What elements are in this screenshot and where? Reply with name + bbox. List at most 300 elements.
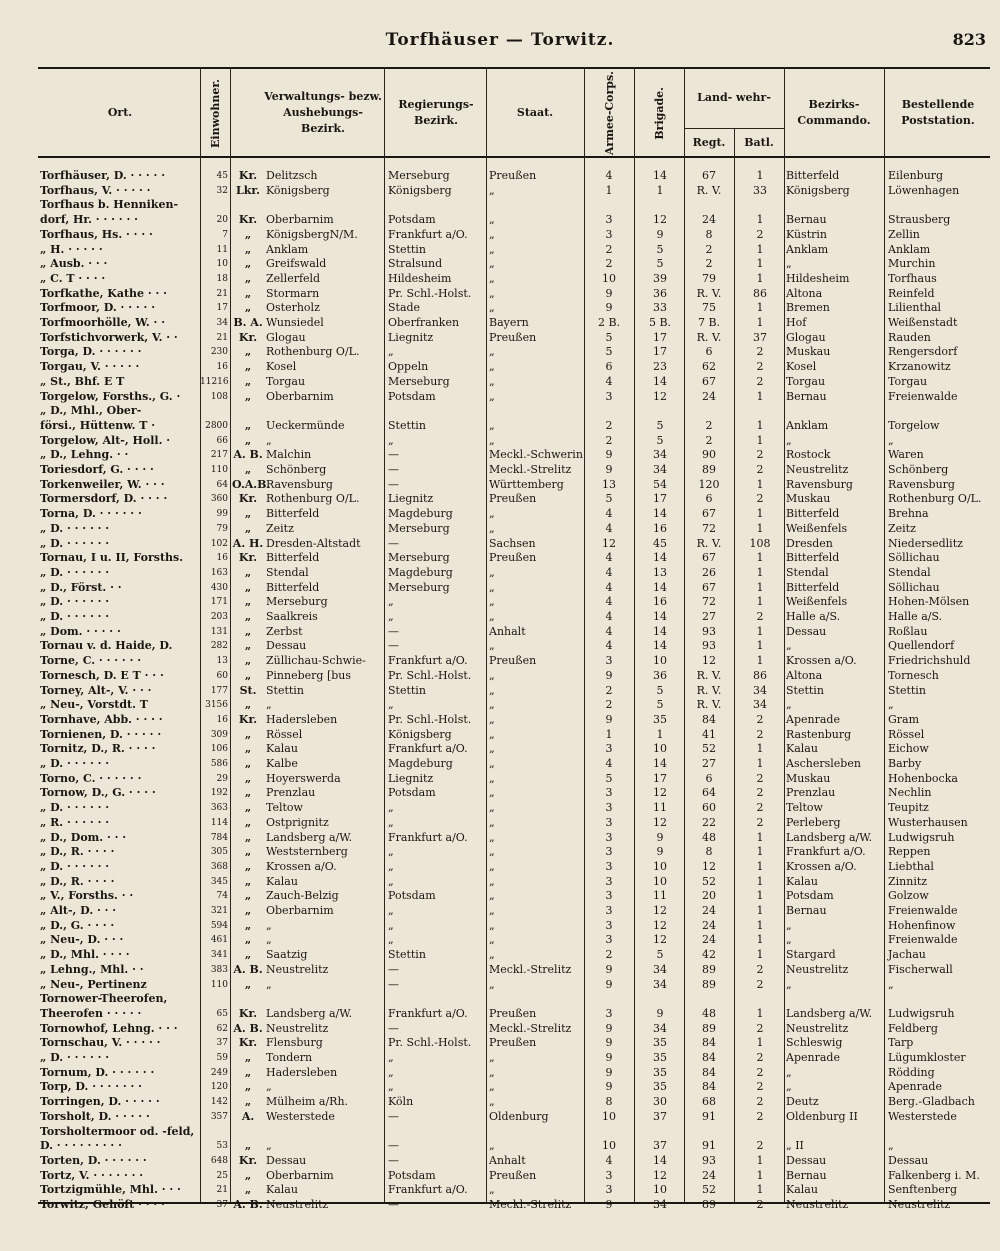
table-row xyxy=(0,653,1000,669)
table-row xyxy=(0,727,1000,743)
brigade-cell: 9 xyxy=(656,830,664,844)
regiment-cell: R. V. xyxy=(696,536,722,550)
armee-cell: 2 xyxy=(605,418,613,432)
regiment-cell: 48 xyxy=(702,1006,716,1020)
armee-cell: 3 xyxy=(605,742,613,756)
einwohner-cell: 345 xyxy=(210,876,228,887)
ort-cell: Torsholt, D. · · · · · xyxy=(40,1109,150,1123)
einwohner-cell: 430 xyxy=(210,582,228,593)
ort-cell: „ D., Mhl. · · · · xyxy=(40,948,130,962)
armee-cell: 2 xyxy=(605,257,613,271)
regiment-cell: R. V. xyxy=(696,668,722,682)
post-cell: Zellin xyxy=(888,227,920,241)
regierung-cell: „ xyxy=(388,801,394,815)
regiment-cell: 6 xyxy=(705,492,713,506)
regiment-cell: 2 xyxy=(705,257,713,271)
regierung-cell: Pr. Schl.-Holst. xyxy=(388,1036,472,1050)
einwohner-cell: 16 xyxy=(216,553,228,564)
verwaltung-cell: Osterholz xyxy=(266,301,320,315)
brigade-cell: 14 xyxy=(653,757,667,770)
ort-cell: Tortzigmühle, Mhl. · · · xyxy=(40,1183,181,1197)
bezirks-cell: Anklam xyxy=(786,242,829,256)
regiment-cell: 62 xyxy=(702,360,716,374)
einwohner-cell: 37 xyxy=(216,1200,228,1210)
armee-cell: 13 xyxy=(602,477,616,491)
einwohner-cell: 461 xyxy=(210,935,228,946)
ort-cell: Tormersdorf, D. · · · · xyxy=(40,492,168,506)
ort-cell: „ D. · · · · · · xyxy=(40,801,110,815)
brigade-cell: 17 xyxy=(653,771,667,785)
einwohner-cell: 586 xyxy=(210,759,228,769)
bataillon-cell: 1 xyxy=(756,316,764,329)
einwohner-cell: 21 xyxy=(216,332,228,343)
post-cell: Roßlau xyxy=(888,624,928,638)
kreis-type-cell: „ xyxy=(244,874,252,888)
post-cell: Reppen xyxy=(888,845,931,859)
kreis-type-cell: A. B. xyxy=(233,448,263,462)
einwohner-cell: 25 xyxy=(216,1170,228,1181)
ort-cell: „ D., Lehng. · · xyxy=(40,448,129,462)
kreis-type-cell: Kr. xyxy=(238,330,258,344)
staat-cell: „ xyxy=(489,374,495,388)
bataillon-cell: 1 xyxy=(756,433,764,447)
armee-cell: 9 xyxy=(605,977,613,991)
bezirks-cell: Rostock xyxy=(786,448,831,462)
verwaltung-cell: Kalau xyxy=(266,742,298,756)
einwohner-cell: 217 xyxy=(210,450,228,461)
kreis-type-cell: „ xyxy=(244,271,252,285)
staat-cell: „ xyxy=(489,918,495,932)
einwohner-cell: 66 xyxy=(216,435,228,446)
bezirks-cell: Krossen a/O. xyxy=(786,859,857,873)
table-row xyxy=(0,874,1000,890)
bataillon-cell: 1 xyxy=(756,271,764,285)
bezirks-cell: Hof xyxy=(786,316,807,329)
post-cell: Apenrade xyxy=(888,1080,942,1094)
ort-cell: „ D. · · · · · · xyxy=(40,565,110,579)
brigade-cell: 17 xyxy=(653,330,667,344)
armee-cell: 2 xyxy=(605,948,613,962)
bezirks-cell: Apenrade xyxy=(786,1051,840,1064)
armee-cell: 2 xyxy=(605,242,613,256)
armee-cell: 9 xyxy=(605,962,613,976)
brigade-cell: 37 xyxy=(653,1139,667,1153)
post-cell: Brehna xyxy=(888,507,929,521)
regiment-cell: 84 xyxy=(702,712,716,726)
regiment-cell: 67 xyxy=(702,580,716,594)
bezirks-cell: Oldenburg II xyxy=(786,1109,858,1123)
header-landwehr: Land- wehr- xyxy=(697,91,771,104)
regierung-cell: „ xyxy=(388,1051,394,1064)
kreis-type-cell: St. xyxy=(239,683,257,697)
kreis-type-cell: „ xyxy=(244,859,252,873)
kreis-type-cell: „ xyxy=(244,904,252,917)
kreis-type-cell: Kr. xyxy=(238,169,258,182)
regierung-cell: „ xyxy=(388,904,394,917)
table-row xyxy=(0,359,1000,375)
regiment-cell: 91 xyxy=(702,1139,716,1153)
einwohner-cell: 321 xyxy=(210,906,228,916)
einwohner-cell: 648 xyxy=(210,1155,228,1166)
post-cell: Rödding xyxy=(888,1065,935,1079)
ort-cell: Tornum, D. · · · · · · xyxy=(40,1065,155,1079)
staat-cell: Meckl.-Schwerin xyxy=(489,448,583,462)
einwohner-cell: 131 xyxy=(210,626,228,637)
regierung-cell: Magdeburg xyxy=(388,757,453,770)
regierung-cell: Pr. Schl.-Holst. xyxy=(388,668,472,682)
armee-cell: 3 xyxy=(605,389,613,403)
brigade-cell: 14 xyxy=(653,624,667,638)
regierung-cell: Stettin xyxy=(388,418,426,432)
armee-cell: 4 xyxy=(605,521,613,535)
bataillon-cell: 1 xyxy=(756,477,764,491)
staat-cell: „ xyxy=(489,389,495,403)
einwohner-cell: 21 xyxy=(216,288,228,299)
staat-cell: Meckl.-Strelitz xyxy=(489,463,572,476)
table-row xyxy=(0,565,1000,581)
verwaltung-cell: Flensburg xyxy=(266,1036,323,1050)
verwaltung-cell: Ueckermünde xyxy=(266,418,345,432)
post-cell: Freienwalde xyxy=(888,389,958,403)
staat-cell: „ xyxy=(489,1051,495,1064)
bezirks-cell: Weißenfels xyxy=(786,595,848,609)
regiment-cell: 24 xyxy=(702,1168,716,1182)
armee-cell: 9 xyxy=(605,1051,613,1064)
regiment-cell: 89 xyxy=(702,1021,716,1035)
einwohner-cell: 110 xyxy=(210,465,228,475)
kreis-type-cell: O.A.B. xyxy=(232,477,271,491)
armee-cell: 3 xyxy=(605,1006,613,1020)
verwaltung-cell: „ xyxy=(266,933,272,947)
bataillon-cell: 1 xyxy=(756,301,764,315)
staat-cell: Preußen xyxy=(489,551,537,565)
ort-cell: Tornowhof, Lehng. · · · xyxy=(40,1021,178,1035)
post-cell: Stendal xyxy=(888,565,931,579)
bataillon-cell: 1 xyxy=(756,389,764,403)
ort-cell: „ V., Forsths. · · xyxy=(40,889,134,903)
kreis-type-cell: „ xyxy=(244,727,252,741)
staat-cell: „ xyxy=(489,301,495,315)
regiment-cell: 42 xyxy=(702,948,716,962)
bataillon-cell: 1 xyxy=(756,830,764,844)
kreis-type-cell: „ xyxy=(244,345,252,359)
brigade-cell: 12 xyxy=(653,815,667,829)
ort-cell: „ D., Mhl., Ober- xyxy=(40,404,142,418)
einwohner-cell: 230 xyxy=(210,347,228,358)
verwaltung-cell: Zauch-Belzig xyxy=(266,889,339,903)
bezirks-cell: Küstrin xyxy=(786,227,827,241)
bataillon-cell: 1 xyxy=(756,845,764,859)
verwaltung-cell: Neustrelitz xyxy=(266,962,329,976)
regiment-cell: 24 xyxy=(702,213,716,227)
bataillon-cell: 1 xyxy=(756,257,764,271)
table-row xyxy=(0,286,1000,302)
regierung-cell: „ xyxy=(388,595,394,609)
post-cell: Reinfeld xyxy=(888,286,935,300)
post-cell: Dessau xyxy=(888,1153,929,1167)
brigade-cell: 14 xyxy=(653,507,667,521)
einwohner-cell: 17 xyxy=(216,303,228,314)
kreis-type-cell: „ xyxy=(244,1139,252,1153)
ort-cell: „ R. · · · · · · xyxy=(40,815,110,829)
table-row xyxy=(0,447,1000,463)
regiment-cell: R. V. xyxy=(696,683,722,697)
staat-cell: „ xyxy=(489,433,495,447)
bataillon-cell: 1 xyxy=(756,624,764,638)
verwaltung-cell: „ xyxy=(266,433,272,447)
brigade-cell: 10 xyxy=(653,874,667,888)
brigade-cell: 5 B. xyxy=(648,316,672,329)
kreis-type-cell: Kr. xyxy=(238,1153,258,1167)
staat-cell: Meckl.-Strelitz xyxy=(489,1198,572,1211)
kreis-type-cell: „ xyxy=(244,1095,252,1109)
post-cell: Quellendorf xyxy=(888,639,955,653)
armee-cell: 3 xyxy=(605,874,613,888)
kreis-type-cell: „ xyxy=(244,742,252,756)
ort-cell: Tortz, V. · · · · · · · xyxy=(40,1168,144,1182)
bezirks-cell: Muskau xyxy=(786,345,831,359)
bataillon-cell: 1 xyxy=(756,1036,764,1050)
table-row xyxy=(0,1006,1000,1022)
verwaltung-cell: Oberbarnim xyxy=(266,213,334,227)
regierung-cell: — xyxy=(388,1021,399,1035)
table-row xyxy=(0,256,1000,272)
table-row xyxy=(0,741,1000,757)
staat-cell: Preußen xyxy=(489,1168,537,1182)
staat-cell: Preußen xyxy=(489,169,537,182)
table-row xyxy=(0,300,1000,316)
table-row xyxy=(0,330,1000,346)
verwaltung-cell: Oberbarnim xyxy=(266,1168,334,1182)
ort-cell: „ D. · · · · · · xyxy=(40,610,110,623)
bezirks-cell: Hildesheim xyxy=(786,271,850,285)
staat-cell: „ xyxy=(489,213,495,227)
post-cell: Barby xyxy=(888,757,922,770)
bataillon-cell: 1 xyxy=(756,757,764,770)
post-cell: Anklam xyxy=(888,242,931,256)
einwohner-cell: 20 xyxy=(216,215,228,226)
table-row xyxy=(0,1109,1000,1125)
verwaltung-cell: Neustrelitz xyxy=(266,1021,329,1035)
bezirks-cell: Krossen a/O. xyxy=(786,654,857,668)
staat-cell: „ xyxy=(489,1080,495,1094)
bataillon-cell: 1 xyxy=(756,639,764,653)
armee-cell: 4 xyxy=(605,551,613,565)
ort-cell: Torgelow, Alt-, Holl. · xyxy=(40,433,171,447)
staat-cell: „ xyxy=(489,933,495,947)
staat-cell: „ xyxy=(489,874,495,888)
staat-cell: „ xyxy=(489,580,495,594)
bezirks-cell: Schleswig xyxy=(786,1036,843,1050)
table-row xyxy=(0,580,1000,596)
einwohner-cell: 45 xyxy=(216,171,228,181)
regierung-cell: Merseburg xyxy=(388,580,450,594)
staat-cell: „ xyxy=(489,757,495,770)
brigade-cell: 14 xyxy=(653,580,667,594)
regiment-cell: 2 xyxy=(705,433,713,447)
armee-cell: 5 xyxy=(605,345,613,359)
bataillon-cell: 2 xyxy=(756,786,764,800)
bezirks-cell: Kalau xyxy=(786,1183,818,1197)
regierung-cell: „ xyxy=(388,874,394,888)
table-row xyxy=(0,315,1000,331)
ort-cell: „ Alt-, D. · · · xyxy=(40,904,117,917)
bataillon-cell: 1 xyxy=(756,948,764,962)
staat-cell: Württemberg xyxy=(489,477,564,491)
post-cell: Jachau xyxy=(888,948,926,962)
regierung-cell: Frankfurt a/O. xyxy=(388,654,468,668)
header-rule xyxy=(38,156,990,158)
einwohner-cell: 59 xyxy=(216,1053,228,1063)
verwaltung-cell: Hoyerswerda xyxy=(266,771,341,785)
brigade-cell: 5 xyxy=(656,433,664,447)
bezirks-cell: „ xyxy=(786,698,792,712)
table-row xyxy=(0,947,1000,963)
regiment-cell: 72 xyxy=(702,595,716,609)
einwohner-cell: 64 xyxy=(216,479,228,490)
bezirks-cell: Stettin xyxy=(786,683,824,697)
brigade-cell: 35 xyxy=(653,1036,667,1050)
ort-cell: Torfmoorhölle, W. · · xyxy=(40,316,166,329)
bataillon-cell: 33 xyxy=(753,183,767,197)
bezirks-cell: Torgau xyxy=(786,374,826,388)
staat-cell: „ xyxy=(489,712,495,726)
bataillon-cell: 2 xyxy=(756,1065,764,1079)
post-cell: Feldberg xyxy=(888,1021,938,1035)
regierung-cell: Merseburg xyxy=(388,169,450,182)
ort-cell: Tornower-Theerofen, xyxy=(40,992,168,1006)
table-row xyxy=(0,668,1000,684)
staat-cell: „ xyxy=(489,565,495,579)
einwohner-cell: 341 xyxy=(210,950,228,961)
bezirks-cell: Dessau xyxy=(786,624,827,638)
armee-cell: 9 xyxy=(605,1065,613,1079)
table-row xyxy=(0,1079,1000,1095)
armee-cell: 4 xyxy=(605,639,613,653)
bezirks-cell: Bitterfeld xyxy=(786,551,840,565)
ort-cell: „ H. · · · · · xyxy=(40,242,103,256)
regierung-cell: — xyxy=(388,977,399,991)
kreis-type-cell: Lkr. xyxy=(236,183,260,197)
post-cell: Weißenstadt xyxy=(888,316,958,329)
armee-cell: 3 xyxy=(605,933,613,947)
brigade-cell: 36 xyxy=(653,668,667,682)
armee-cell: 1 xyxy=(605,183,613,197)
post-cell: Hohenfinow xyxy=(888,918,956,932)
table-row xyxy=(0,1124,1000,1140)
bezirks-cell: Königsberg xyxy=(786,183,850,197)
bataillon-cell: 2 xyxy=(756,801,764,815)
table-row xyxy=(0,477,1000,493)
regiment-cell: 67 xyxy=(702,507,716,521)
verwaltung-cell: KönigsbergN/M. xyxy=(266,227,358,241)
staat-cell: „ xyxy=(489,977,495,991)
kreis-type-cell: „ xyxy=(244,698,252,712)
post-cell: „ xyxy=(888,433,894,447)
regierung-cell: Pr. Schl.-Holst. xyxy=(388,712,472,726)
staat-cell: „ xyxy=(489,227,495,241)
ort-cell: „ Dom. · · · · · xyxy=(40,624,121,638)
bataillon-cell: 86 xyxy=(753,668,767,682)
bataillon-cell: 1 xyxy=(756,904,764,917)
regiment-cell: 27 xyxy=(702,757,716,770)
kreis-type-cell: A. H. xyxy=(232,536,264,550)
ort-cell: „ Neu-, D. · · · xyxy=(40,933,124,947)
ort-cell: D. · · · · · · · · · xyxy=(40,1139,122,1153)
kreis-type-cell: „ xyxy=(244,227,252,241)
bataillon-cell: 1 xyxy=(756,889,764,903)
table-row xyxy=(0,1138,1000,1154)
post-cell: Rothenburg O/L. xyxy=(888,492,982,506)
bezirks-cell: Bernau xyxy=(786,904,827,917)
kreis-type-cell: „ xyxy=(244,1080,252,1094)
ort-cell: „ D. · · · · · · xyxy=(40,536,110,550)
bataillon-cell: 2 xyxy=(756,345,764,359)
ort-cell: „ C. T · · · · xyxy=(40,271,106,285)
verwaltung-cell: Zeitz xyxy=(266,521,294,535)
kreis-type-cell: „ xyxy=(244,1168,252,1182)
brigade-cell: 34 xyxy=(653,1021,667,1035)
armee-cell: 1 xyxy=(605,727,613,741)
post-cell: Golzow xyxy=(888,889,929,903)
regiment-cell: 89 xyxy=(702,977,716,991)
einwohner-cell: 192 xyxy=(210,788,228,799)
verwaltung-cell: Saatzig xyxy=(266,948,308,962)
landwehr-subrule xyxy=(684,128,784,129)
armee-cell: 4 xyxy=(605,507,613,521)
bezirks-cell: Rastenburg xyxy=(786,727,852,741)
verwaltung-cell: Landsberg a/W. xyxy=(266,830,353,844)
brigade-cell: 36 xyxy=(653,286,667,300)
bezirks-cell: Weißenfels xyxy=(786,521,848,535)
header-ort: Ort. xyxy=(107,106,133,119)
table-row xyxy=(0,1035,1000,1051)
brigade-cell: 45 xyxy=(653,536,667,550)
staat-cell: Anhalt xyxy=(489,624,526,638)
armee-cell: 9 xyxy=(605,286,613,300)
einwohner-cell: 360 xyxy=(210,494,228,505)
verwaltung-cell: Wunsiedel xyxy=(266,316,324,329)
einwohner-cell: 16 xyxy=(216,362,228,373)
armee-cell: 12 xyxy=(602,536,616,550)
kreis-type-cell: Kr. xyxy=(238,551,258,565)
staat-cell: „ xyxy=(489,904,495,917)
armee-cell: 9 xyxy=(605,1036,613,1050)
kreis-type-cell: Kr. xyxy=(238,1036,258,1050)
einwohner-cell: 305 xyxy=(210,847,228,858)
armee-cell: 9 xyxy=(605,1198,613,1211)
bezirks-cell: Neustrelitz xyxy=(786,463,849,476)
verwaltung-cell: Rothenburg O/L. xyxy=(266,345,360,359)
bezirks-cell: Apenrade xyxy=(786,712,840,726)
bataillon-cell: 1 xyxy=(756,1168,764,1182)
regierung-cell: „ xyxy=(388,918,394,932)
ort-cell: Toriesdorf, G. · · · · xyxy=(40,463,154,476)
bezirks-cell: Bitterfeld xyxy=(786,580,840,594)
bataillon-cell: 2 xyxy=(756,492,764,506)
verwaltung-cell: Rössel xyxy=(266,727,303,741)
staat-cell: Preußen xyxy=(489,1006,537,1020)
bezirks-cell: Neustrelitz xyxy=(786,962,849,976)
armee-cell: 10 xyxy=(602,271,616,285)
regiment-cell: 7 B. xyxy=(697,316,721,329)
regierung-cell: Potsdam xyxy=(388,1168,436,1182)
bataillon-cell: 2 xyxy=(756,1095,764,1109)
brigade-cell: 14 xyxy=(653,169,667,182)
verwaltung-cell: Stendal xyxy=(266,565,309,579)
regierung-cell: Stralsund xyxy=(388,257,443,271)
staat-cell: „ xyxy=(489,345,495,359)
